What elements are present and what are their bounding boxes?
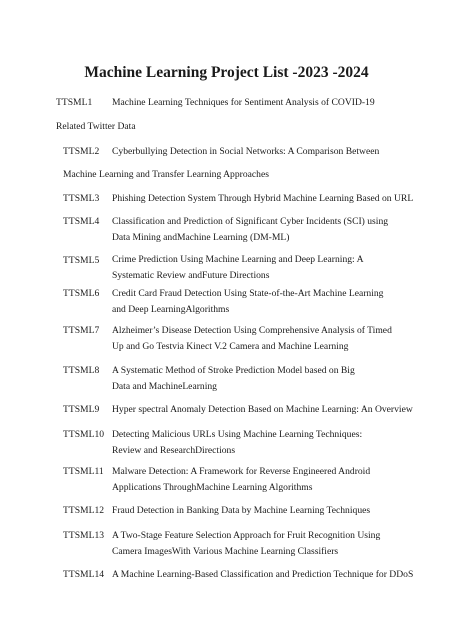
project-title: Cyberbullying Detection in Social Networks: A Comparison Between [112,146,380,157]
project-title: A Systematic Method of Stroke Prediction Model based on Big [112,365,355,376]
project-title: Data and MachineLearning [112,381,217,392]
project-code: TTSML8 [63,365,100,376]
project-title: Data Mining andMachine Learning (DM-ML) [112,232,290,243]
project-title: Machine Learning Techniques for Sentiment Analysis of COVID-19 [112,97,375,108]
project-title: Classification and Prediction of Significant Cyber Incidents (SCI) using [112,216,389,227]
project-title: Hyper spectral Anomaly Detection Based on Machine Learning: An Overview [112,404,413,415]
project-code: TTSML14 [63,569,105,580]
project-code: TTSML3 [63,193,100,204]
project-title: Systematic Review andFuture Directions [112,270,270,281]
project-title: Fraud Detection in Banking Data by Machine Learning Techniques [112,505,371,516]
project-code: TTSML12 [63,505,105,516]
project-code: TTSML4 [63,216,100,227]
project-title: A Machine Learning-Based Classification and Prediction Technique for DDoS [112,569,414,580]
project-code: TTSML6 [63,288,100,299]
project-title: Up and Go Testvia Kinect V.2 Camera and Machine Learning [112,341,349,352]
page-title: Machine Learning Project List -2023 -2024 [84,64,369,81]
project-title: Alzheimer’s Disease Detection Using Comprehensive Analysis of Timed [112,325,392,336]
project-title: Review and ResearchDirections [112,445,236,456]
project-code: TTSML2 [63,146,100,157]
project-code: TTSML11 [63,466,104,477]
project-title: A Two-Stage Feature Selection Approach for Fruit Recognition Using [112,530,381,541]
project-code: TTSML13 [63,530,105,541]
project-code: TTSML1 [56,97,93,108]
project-title: Phishing Detection System Through Hybrid Machine Learning Based on URL [112,193,414,204]
project-code: TTSML7 [63,325,100,336]
project-title-continuation: Machine Learning and Transfer Learning Approaches [63,169,269,180]
project-title: Detecting Malicious URLs Using Machine Learning Techniques: [112,429,363,440]
project-title: Applications ThroughMachine Learning Algorithms [112,482,313,493]
project-title: Camera ImagesWith Various Machine Learning Classifiers [112,546,339,557]
project-title-continuation: Related Twitter Data [56,121,136,132]
project-code: TTSML10 [63,429,105,440]
project-code: TTSML9 [63,404,100,415]
project-code: TTSML5 [63,255,100,266]
project-title: and Deep LearningAlgorithms [112,304,230,315]
project-title: Credit Card Fraud Detection Using State-of-the-Art Machine Learning [112,288,384,299]
project-title: Crime Prediction Using Machine Learning and Deep Learning: A [112,254,364,265]
project-title: Malware Detection: A Framework for Reverse Engineered Android [112,466,371,477]
